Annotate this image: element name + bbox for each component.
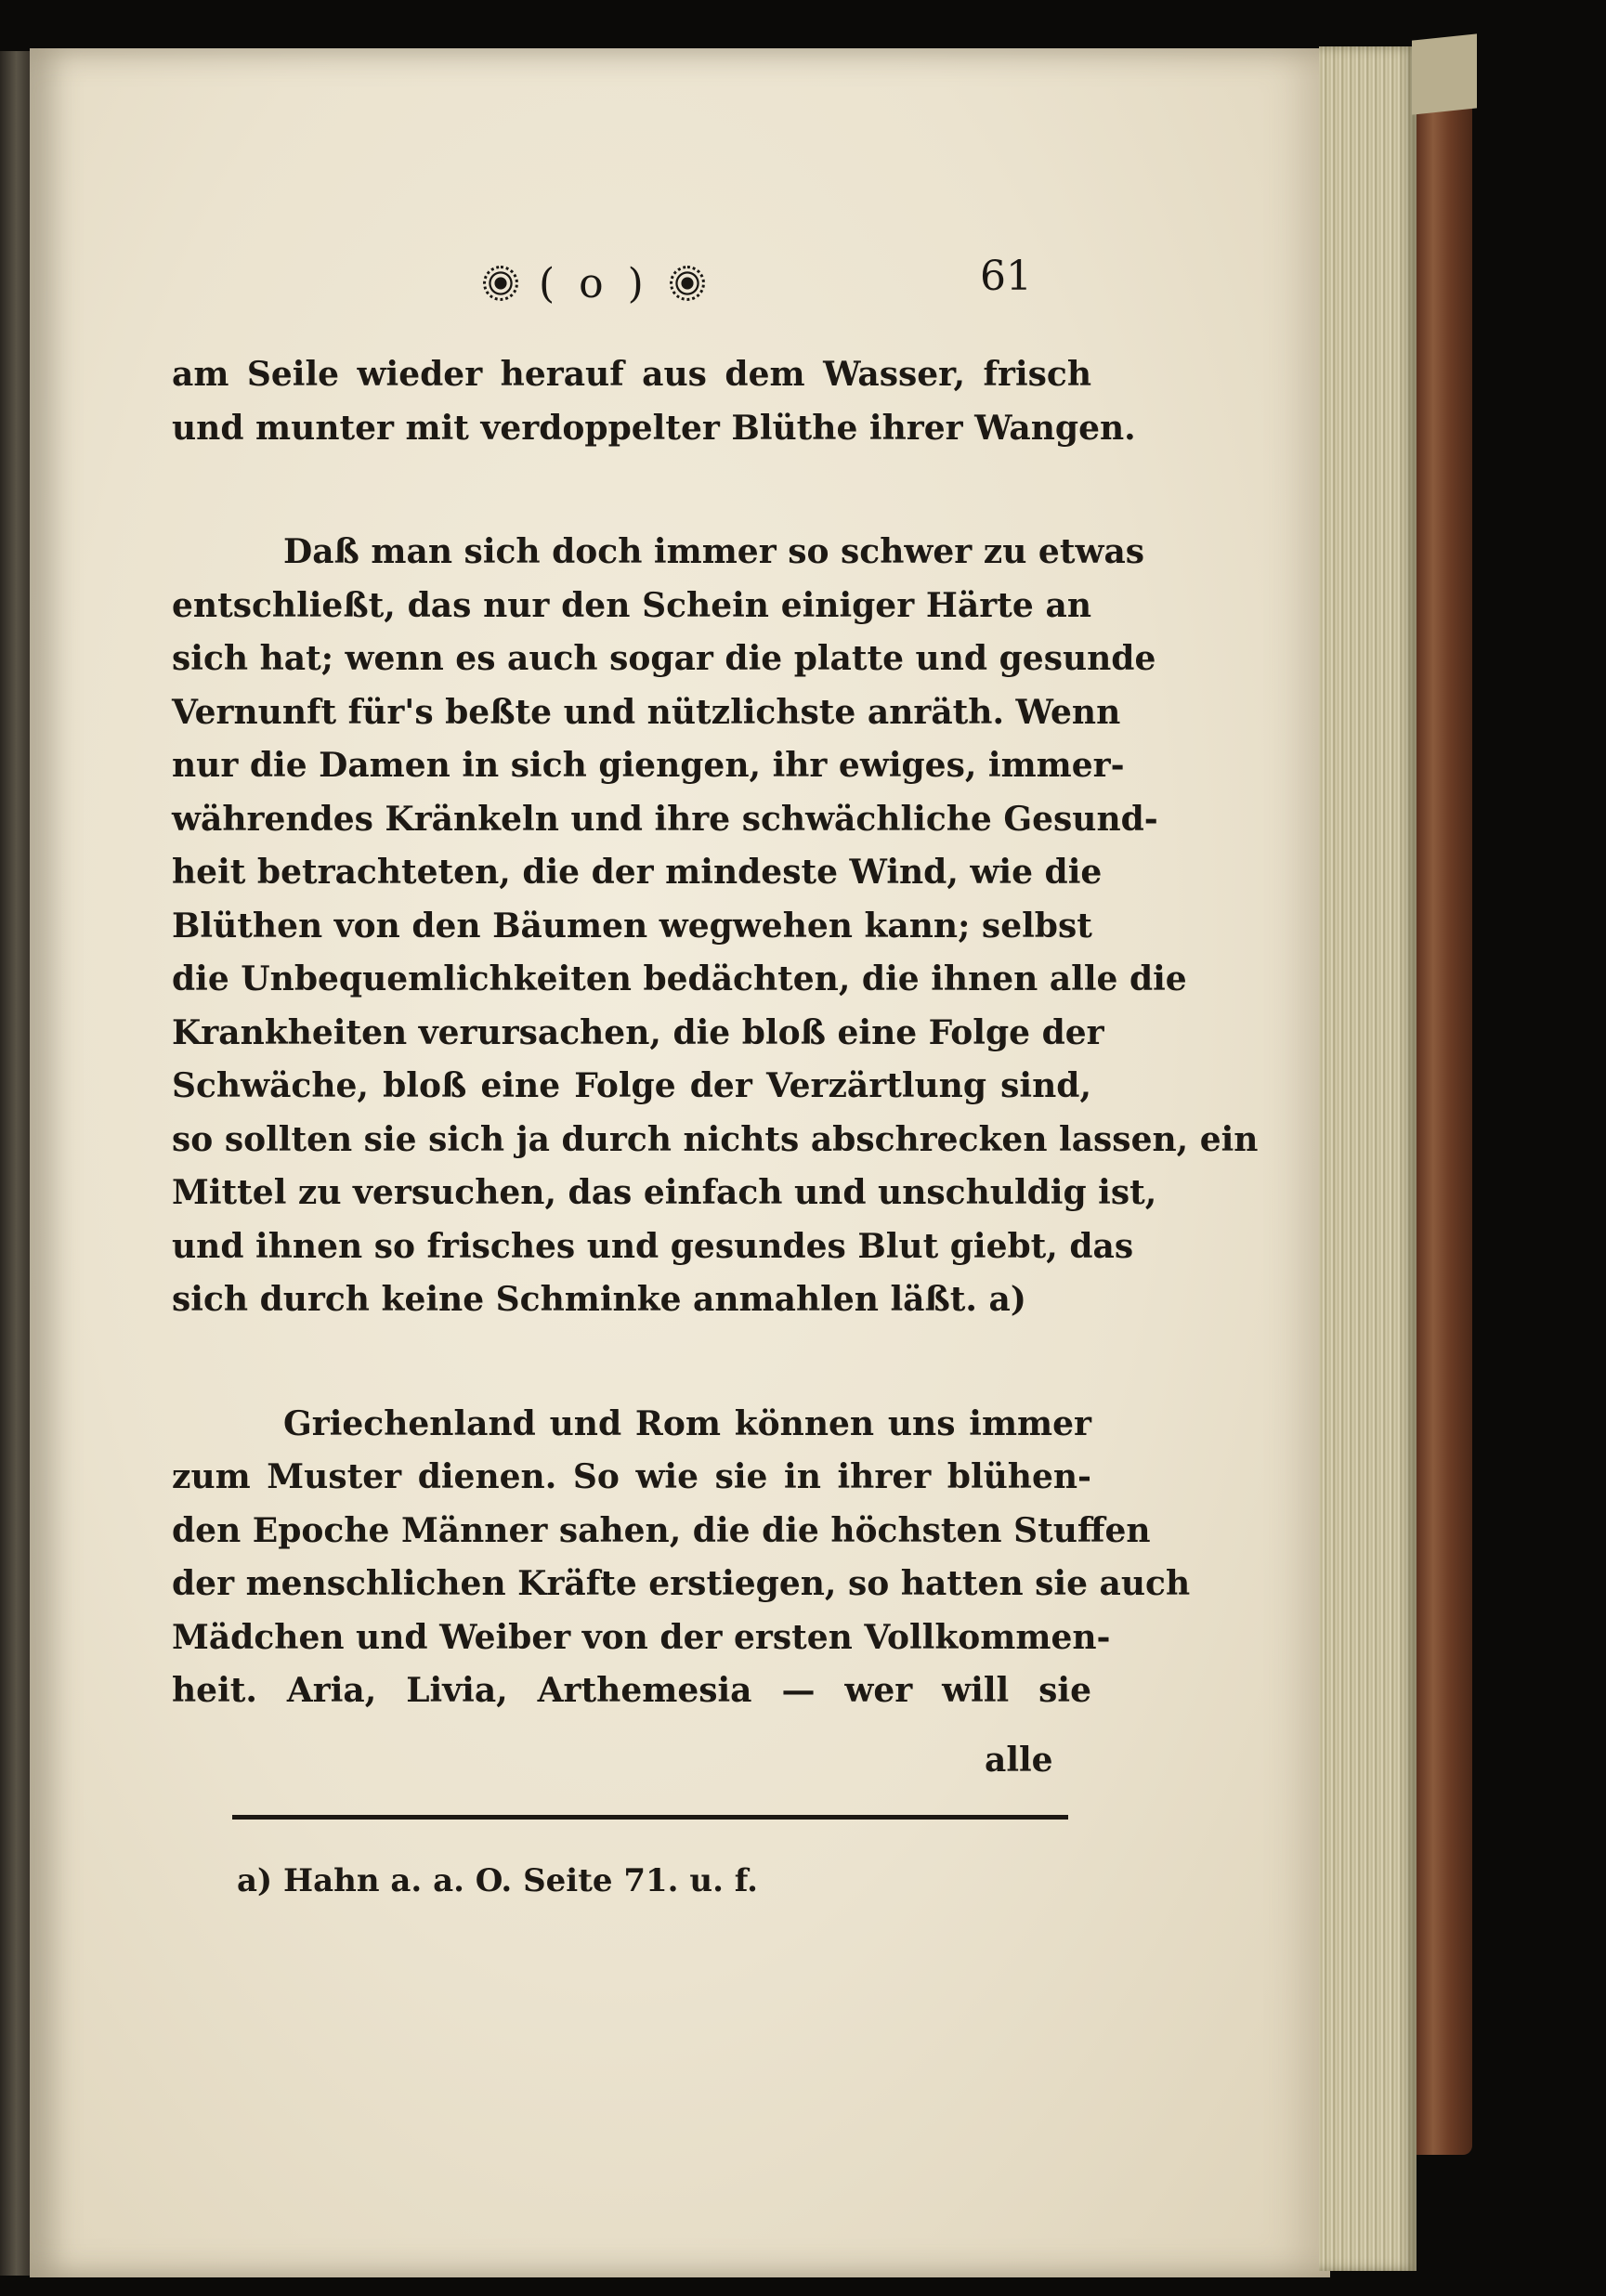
text-line: entschließt, das nur den Schein einiger Härte an: [172, 585, 1091, 625]
text-line: und ihnen so frisches und gesundes Blut giebt, das: [172, 1226, 1134, 1266]
text-line: sich durch keine Schminke anmahlen läßt. a): [172, 1280, 1026, 1319]
text-line: Daß man sich doch immer so schwer zu etwas: [283, 532, 1145, 571]
paragraph-gap: [172, 1327, 1091, 1398]
text-line: zum Muster dienen. So wie sie in ihrer blühen-: [172, 1457, 1091, 1496]
text-line: am Seile wieder herauf aus dem Wasser, frisch: [172, 355, 1091, 394]
text-line: die Unbequemlichkeiten bedächten, die ihnen alle die: [172, 959, 1187, 998]
rosette-ornament-icon: [670, 266, 705, 301]
page-block-edges: [1319, 46, 1417, 2271]
footnote: a) Hahn a. a. O. Seite 71. u. f.: [237, 1862, 758, 1899]
body-text: [172, 348, 1259, 1718]
page-number: 61: [980, 253, 1032, 300]
text-line: Schwäche, bloß eine Folge der Verzärtlung sind,: [172, 1066, 1091, 1105]
text-line: heit betrachteten, die der mindeste Wind, wie die: [172, 853, 1103, 892]
running-head: [483, 251, 855, 316]
text-line: Griechenland und Rom können uns immer: [283, 1403, 1091, 1443]
text-line: Mittel zu versuchen, das einfach und unschuldig ist,: [172, 1173, 1157, 1212]
text-line: und munter mit verdoppelter Blüthe ihrer Wangen.: [172, 408, 1136, 448]
text-line: währendes Kränkeln und ihre schwächliche Gesund-: [172, 799, 1158, 839]
text-line: heit. Aria, Livia, Arthemesia — wer will sie: [172, 1671, 1091, 1710]
text-line: den Epoche Männer sahen, die die höchsten Stuffen: [172, 1510, 1151, 1550]
text-line: sich hat; wenn es auch sogar die platte und gesunde: [172, 639, 1156, 678]
text-line: Krankheiten verursachen, die bloß eine Folge der: [172, 1012, 1104, 1052]
book-cover-edge: [1417, 56, 1472, 2155]
text-line: Vernunft für's beßte und nützlichste anräth. Wenn: [172, 692, 1121, 732]
rosette-ornament-icon: [483, 266, 518, 301]
text-line: nur die Damen in sich giengen, ihr ewiges, immer-: [172, 746, 1125, 785]
catchword: alle: [985, 1741, 1053, 1780]
text-line: so sollten sie sich ja durch nichts abschrecken lassen, ein: [172, 1119, 1259, 1159]
text-line: der menschlichen Kräfte erstiegen, so hatten sie auch: [172, 1564, 1191, 1603]
text-line: Mädchen und Weiber von der ersten Vollkommen-: [172, 1617, 1111, 1657]
paragraph-gap: [172, 455, 1091, 526]
text-line: Blüthen von den Bäumen wegwehen kann; selbst: [172, 906, 1092, 946]
cover-corner: [1412, 33, 1477, 114]
facing-page-edge: [0, 51, 30, 2276]
footnote-rule: [232, 1815, 1068, 1820]
running-head-mark: ( o ): [539, 259, 649, 307]
